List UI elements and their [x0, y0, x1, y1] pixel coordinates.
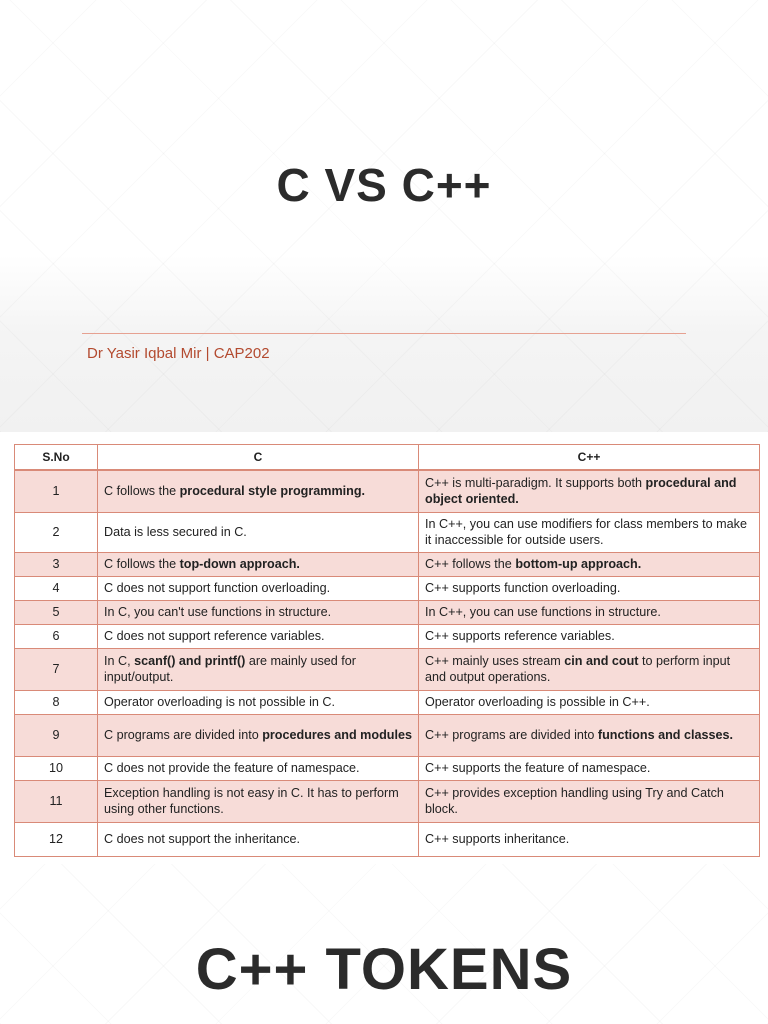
bold-text: procedural and object oriented.	[425, 476, 737, 507]
cell-text: C does not provide the feature of namespace.	[104, 761, 360, 775]
cell-cpp	[419, 470, 760, 512]
cell-text: C++ supports reference variables.	[425, 629, 615, 643]
cell-sno: 9	[15, 714, 98, 756]
table-row	[15, 576, 760, 600]
cell-text: C does not support function overloading.	[104, 581, 331, 595]
cell-sno: 11	[15, 780, 98, 822]
cell-c	[98, 780, 419, 822]
cell-text: Operator overloading is possible in C++.	[425, 695, 650, 709]
cell-text: C follows the	[104, 557, 180, 571]
cell-text: C++ is multi-paradigm. It supports both	[425, 476, 646, 491]
cell-c	[98, 648, 419, 690]
cell-text: In C++, you can use functions in structure.	[425, 605, 661, 619]
comparison-slide	[0, 432, 768, 864]
cell-text: C++ mainly uses stream	[425, 654, 565, 668]
cell-cpp	[419, 822, 760, 856]
cell-cpp	[419, 714, 760, 756]
cell-c	[98, 576, 419, 600]
table-row	[15, 624, 760, 648]
table-row	[15, 512, 760, 552]
table-row	[15, 822, 760, 856]
cell-text: C does not support the inheritance.	[104, 832, 301, 846]
cell-text: C++ follows the	[425, 557, 516, 571]
header-sno: S.No	[15, 445, 98, 471]
cell-text: C does not support reference variables.	[104, 629, 325, 643]
cell-sno: 7	[15, 648, 98, 690]
cell-c	[98, 624, 419, 648]
table-row	[15, 600, 760, 624]
cell-sno: 2	[15, 512, 98, 552]
cell-text: C programs are divided into	[104, 728, 263, 742]
cell-cpp	[419, 512, 760, 552]
cell-cpp	[419, 600, 760, 624]
cell-sno: 12	[15, 822, 98, 856]
table-row	[15, 780, 760, 822]
cell-text: C++ supports the feature of namespace.	[425, 761, 651, 775]
cell-sno: 6	[15, 624, 98, 648]
cell-sno: 10	[15, 756, 98, 780]
header-cpp: C++	[419, 445, 760, 471]
cell-sno: 4	[15, 576, 98, 600]
tokens-title: C++ TOKENS	[195, 937, 573, 1002]
table-row	[15, 470, 760, 512]
tokens-slide	[0, 864, 768, 1024]
author-caption: Dr Yasir Iqbal Mir | CAP202	[87, 345, 270, 362]
bold-text: procedural style programming.	[179, 484, 366, 499]
table-row	[15, 552, 760, 576]
cell-cpp	[419, 756, 760, 780]
cell-sno: 3	[15, 552, 98, 576]
cell-c	[98, 690, 419, 714]
cell-text: In C,	[104, 654, 135, 668]
cell-c	[98, 600, 419, 624]
cell-text: Operator overloading is not possible in C.	[104, 695, 336, 709]
cell-text: Exception handling is not easy in C. It has to perform using other functions.	[104, 786, 399, 816]
table-header-row	[15, 445, 760, 471]
cell-c	[98, 470, 419, 512]
table-row	[15, 714, 760, 756]
cell-text: to perform input and output operations.	[425, 654, 731, 684]
bold-text: functions and classes.	[597, 728, 733, 742]
bold-text: scanf() and printf()	[134, 654, 246, 668]
cell-c	[98, 714, 419, 756]
cell-text: are mainly used for input/output.	[104, 654, 356, 684]
cell-text: C++ provides exception handling using Try and Catch block.	[425, 786, 724, 816]
slide-title: C VS C++	[276, 159, 492, 211]
cell-c	[98, 756, 419, 780]
cell-text: Data is less secured in C.	[104, 525, 247, 539]
table-row	[15, 756, 760, 780]
cell-c	[98, 822, 419, 856]
bold-text: procedures and modules	[262, 728, 412, 742]
cell-text: In C, you can't use functions in structure.	[104, 605, 332, 619]
cell-sno: 5	[15, 600, 98, 624]
bold-text: top-down approach.	[179, 557, 300, 571]
cell-text: C follows the	[104, 484, 180, 499]
divider-line	[82, 333, 686, 334]
cell-text: In C++, you can use modifiers for class members to make it inaccessible for outside users.	[425, 517, 747, 547]
cell-cpp	[419, 552, 760, 576]
cell-cpp	[419, 690, 760, 714]
cell-cpp	[419, 780, 760, 822]
table-row	[15, 648, 760, 690]
cell-cpp	[419, 624, 760, 648]
cell-c	[98, 512, 419, 552]
comparison-table	[14, 444, 760, 857]
cell-c	[98, 552, 419, 576]
bold-text: cin and cout	[564, 654, 639, 668]
cell-cpp	[419, 576, 760, 600]
header-c: C	[98, 445, 419, 471]
cell-cpp	[419, 648, 760, 690]
cell-text: C++ supports function overloading.	[425, 581, 621, 595]
bold-text: bottom-up approach.	[515, 557, 642, 571]
cell-sno: 8	[15, 690, 98, 714]
cell-sno: 1	[15, 470, 98, 512]
cell-text: C++ programs are divided into	[425, 728, 598, 742]
table-row	[15, 690, 760, 714]
title-slide	[0, 0, 768, 432]
cell-text: C++ supports inheritance.	[425, 832, 570, 846]
